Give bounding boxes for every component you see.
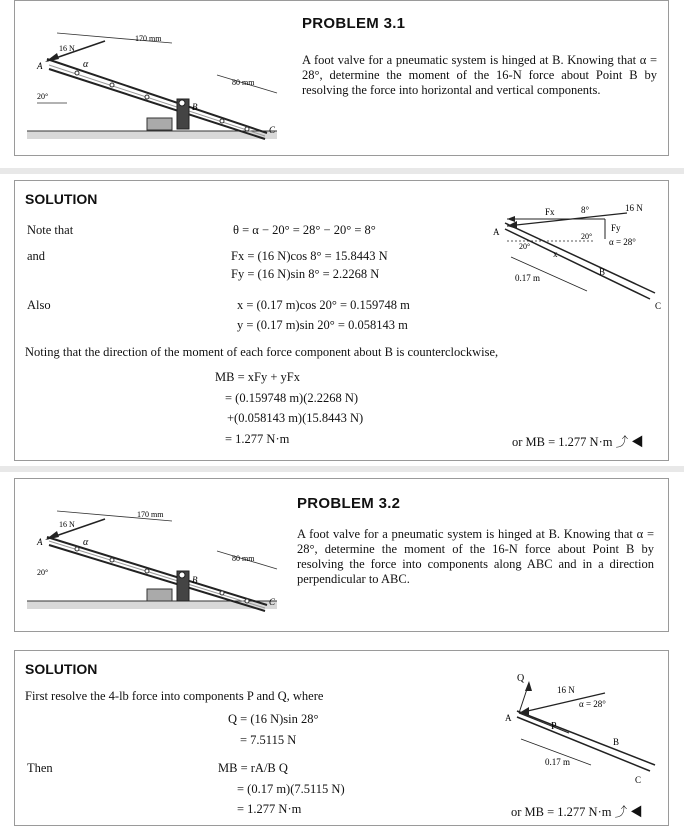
mb-line-1: MB = rA/B Q xyxy=(218,761,288,775)
problem-3-1-panel xyxy=(14,0,669,156)
svg-text:α: α xyxy=(83,59,89,70)
svg-text:B: B xyxy=(613,737,620,747)
svg-text:x: x xyxy=(553,249,558,259)
free-body-sketch xyxy=(485,201,665,311)
valve-base xyxy=(147,118,172,130)
svg-text:A: A xyxy=(505,713,512,723)
also-label: Also xyxy=(27,298,51,312)
svg-text:20°: 20° xyxy=(37,92,49,101)
svg-text:A: A xyxy=(37,537,43,547)
svg-text:170 mm: 170 mm xyxy=(137,510,164,519)
mb-line-3: = 1.277 N·m xyxy=(237,802,302,816)
answer: or MB = 1.277 N·m ⤴ ◀ xyxy=(511,805,643,819)
svg-text:20°: 20° xyxy=(581,232,593,241)
answer: or MB = 1.277 N·m ⤴ ◀ xyxy=(512,435,644,449)
then-label: Then xyxy=(27,761,53,775)
mb-line-4: = 1.277 N·m xyxy=(225,432,290,446)
mb-line-3: +(0.058143 m)(15.8443 N) xyxy=(227,411,364,425)
fy-equation: Fy = (16 N)sin 8° = 2.2268 N xyxy=(231,267,380,281)
q-line-1: Q = (16 N)sin 28° xyxy=(228,712,319,726)
noting-text: Noting that the direction of the moment of each force component about B is counterclockwise, xyxy=(25,345,499,359)
svg-text:16 N: 16 N xyxy=(557,685,575,695)
svg-text:B: B xyxy=(599,267,606,277)
mb-line-1: MB = xFy + yFx xyxy=(215,370,300,384)
svg-text:B: B xyxy=(192,102,198,112)
svg-text:Fy: Fy xyxy=(611,223,621,233)
and-label: and xyxy=(27,249,46,263)
mb-line-2: = (0.159748 m)(2.2268 N) xyxy=(225,391,359,405)
x-equation: x = (0.17 m)cos 20° = 0.159748 m xyxy=(237,298,410,312)
svg-text:0.17 m: 0.17 m xyxy=(515,273,541,283)
svg-text:8°: 8° xyxy=(581,205,590,215)
svg-text:20°: 20° xyxy=(37,568,49,577)
separator xyxy=(0,466,684,472)
svg-text:A: A xyxy=(493,227,500,237)
svg-text:170 mm: 170 mm xyxy=(135,34,162,43)
solution-heading: SOLUTION xyxy=(25,661,98,677)
foot-valve-figure xyxy=(17,3,287,157)
y-equation: y = (0.17 m)sin 20° = 0.058143 m xyxy=(237,318,408,332)
svg-text:80 mm: 80 mm xyxy=(232,78,255,87)
svg-text:α: α xyxy=(83,537,89,548)
svg-text:16 N: 16 N xyxy=(59,44,75,53)
svg-text:α = 28°: α = 28° xyxy=(579,699,606,709)
solution-3-2-panel xyxy=(14,650,669,826)
first-text: First resolve the 4-lb force into components P and Q, where xyxy=(25,689,324,703)
solution-3-1-panel xyxy=(14,180,669,461)
svg-text:C: C xyxy=(655,301,662,311)
component-sketch xyxy=(495,669,665,789)
problem-statement: A foot valve for a pneumatic system is hinged at B. Knowing that α = 28°, determine the moment of the 16-N force about Point B by resolving the force into horizontal and vertical components. xyxy=(302,53,657,97)
svg-text:80 mm: 80 mm xyxy=(232,554,255,563)
svg-text:B: B xyxy=(192,575,198,585)
svg-text:C: C xyxy=(269,125,276,135)
svg-text:Fx: Fx xyxy=(545,207,555,217)
svg-text:α = 28°: α = 28° xyxy=(609,237,636,247)
svg-text:0.17 m: 0.17 m xyxy=(545,757,571,767)
problem-3-2-panel xyxy=(14,478,669,632)
svg-text:A: A xyxy=(37,61,43,71)
problem-title: PROBLEM 3.1 xyxy=(302,15,406,32)
svg-text:C: C xyxy=(269,597,276,607)
theta-equation: θ = α − 20° = 28° − 20° = 8° xyxy=(233,223,376,237)
separator xyxy=(0,168,684,174)
fx-equation: Fx = (16 N)cos 8° = 15.8443 N xyxy=(231,249,388,263)
solution-heading: SOLUTION xyxy=(25,191,98,207)
mb-line-2: = (0.17 m)(7.5115 N) xyxy=(237,782,345,796)
foot-valve-figure xyxy=(17,481,287,633)
svg-text:Q: Q xyxy=(517,673,525,684)
svg-text:C: C xyxy=(635,775,642,785)
q-line-2: = 7.5115 N xyxy=(240,733,297,747)
ground xyxy=(27,131,277,139)
problem-statement: A foot valve for a pneumatic system is hinged at B. Knowing that α = 28°, determine the moment of the 16-N force about Point B by resolving the force into components along ABC and in a direction perpendicular to ABC. xyxy=(297,527,654,586)
svg-text:16 N: 16 N xyxy=(59,520,75,529)
note-label: Note that xyxy=(27,223,74,237)
svg-text:20°: 20° xyxy=(519,242,531,251)
svg-text:16 N: 16 N xyxy=(625,203,643,213)
svg-text:P: P xyxy=(551,721,557,732)
problem-title: PROBLEM 3.2 xyxy=(297,495,401,512)
